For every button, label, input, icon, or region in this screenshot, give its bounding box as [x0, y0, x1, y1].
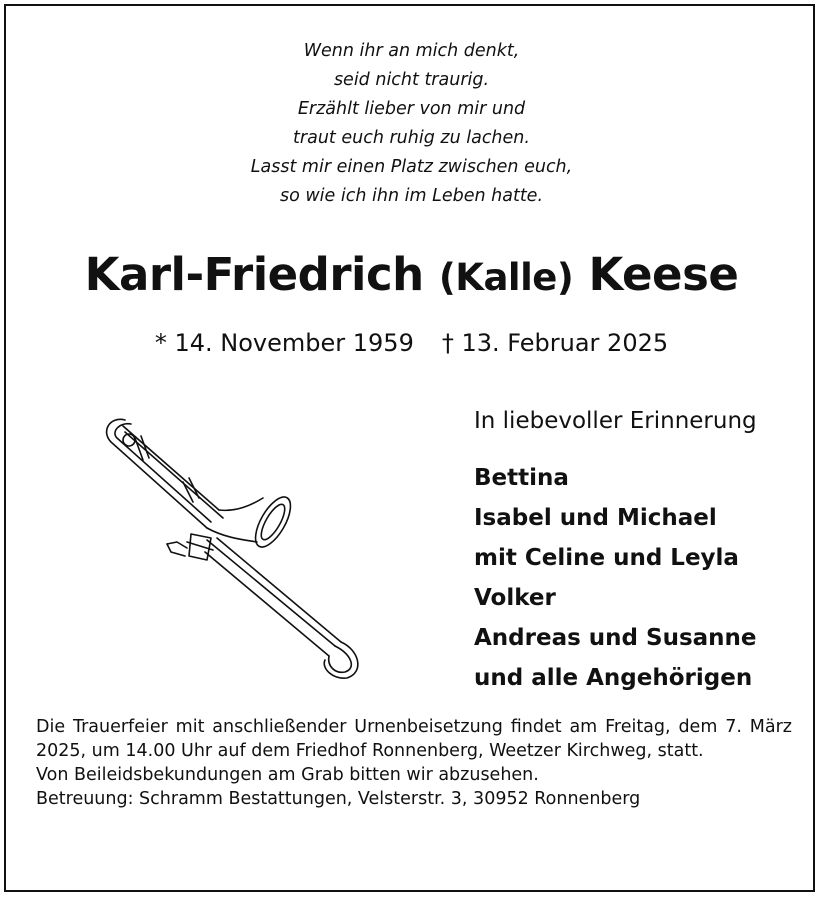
trombone-icon	[95, 410, 365, 680]
life-dates	[0, 329, 823, 357]
nickname: (Kalle)	[438, 256, 574, 299]
last-name: Keese	[588, 248, 739, 301]
death-date: † 13. Februar 2025	[441, 329, 669, 357]
poem	[0, 37, 823, 211]
family-member: Andreas und Susanne	[474, 625, 757, 651]
birth-date: * 14. November 1959	[154, 329, 414, 357]
undertaker-text: Betreuung: Schramm Bestattungen, Velsterstr. 3, 30952 Ronnenberg	[36, 789, 641, 809]
service-info	[36, 715, 792, 811]
poem-line: Wenn ihr an mich denkt,	[303, 41, 520, 61]
poem-line: Lasst mir einen Platz zwischen euch,	[250, 157, 573, 177]
deceased-name	[0, 248, 823, 301]
poem-line: seid nicht traurig.	[333, 70, 490, 90]
poem-line: so wie ich ihn im Leben hatte.	[279, 186, 544, 206]
condolences-text: Von Beileidsbekundungen am Grab bitten wir abzusehen.	[36, 765, 539, 785]
family-member: Bettina	[474, 465, 569, 491]
ceremony-text: Die Trauerfeier mit anschließender Urnenbeisetzung findet am Freitag, dem 7. März 2025, um 14.00 Uhr auf dem Friedhof Ronnenberg, Weetzer Kirchweg, statt.	[36, 717, 792, 761]
memory-line: In liebevoller Erinnerung	[474, 408, 757, 434]
first-name: Karl-Friedrich	[84, 248, 424, 301]
poem-line: traut euch ruhig zu lachen.	[293, 128, 530, 148]
poem-line: Erzählt lieber von mir und	[297, 99, 526, 119]
family-member: mit Celine und Leyla	[474, 545, 739, 571]
family-member: Volker	[474, 585, 556, 611]
family-member: und alle Angehörigen	[474, 665, 753, 691]
family-member: Isabel und Michael	[474, 505, 717, 531]
family-list	[474, 458, 757, 698]
